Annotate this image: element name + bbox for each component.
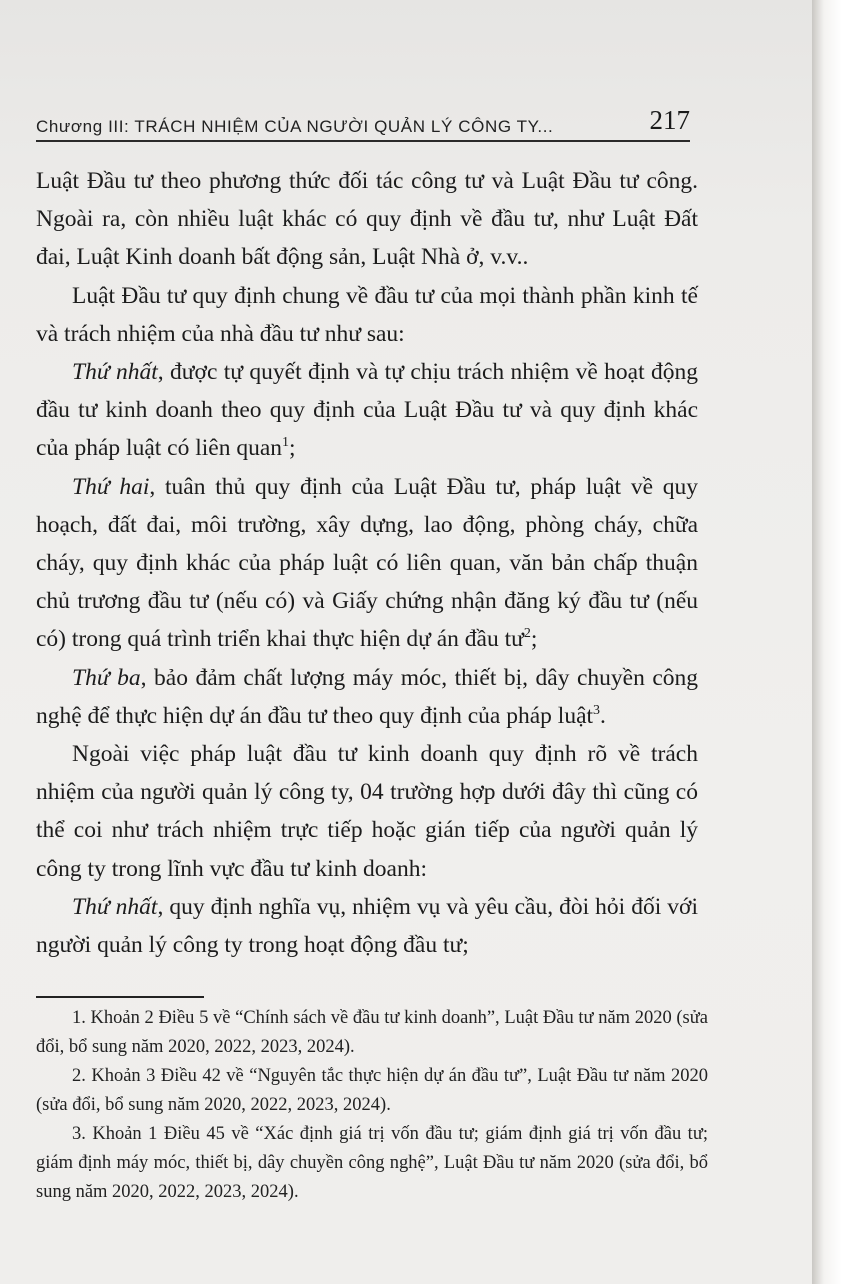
paragraph-text: Ngoài việc pháp luật đầu tư kinh doanh quy định rõ về trách nhiệm của người quản lý công ty, 04 trường hợp dưới đây thì cũng có thể coi như trách nhiệm trực tiếp hoặc gián tiếp của người quản lý công ty trong lĩnh vực đầu tư kinh doanh: (36, 741, 698, 882)
paragraph-end: . (600, 702, 606, 729)
paragraph (36, 353, 698, 468)
paragraph-text: Luật Đầu tư theo phương thức đối tác công tư và Luật Đầu tư công. Ngoài ra, còn nhiều luật khác có quy định về đầu tư, như Luật Đất đai, Luật Kinh doanh bất động sản, Luật Nhà ở, v.v.. (36, 168, 698, 271)
paragraph-text: , bảo đảm chất lượng máy móc, thiết bị, dây chuyền công nghệ để thực hiện dự án đầu tư theo quy định của pháp luật (36, 664, 698, 729)
paragraph (36, 659, 698, 735)
paragraph (36, 277, 698, 353)
paragraph-end: ; (530, 626, 538, 653)
paragraph-end: ; (289, 435, 296, 462)
page-edge (812, 0, 842, 1284)
footnote-divider (36, 996, 204, 998)
footnote-ref: 3 (593, 703, 601, 719)
footnote: 3. Khoản 1 Điều 45 về “Xác định giá trị vốn đầu tư; giám định giá trị vốn đầu tư; giám định máy móc, thiết bị, dây chuyền công nghệ”, Luật Đầu tư năm 2020 (sửa đổi, bổ sung năm 2020, 2022, 2023, 2024). (36, 1124, 708, 1202)
paragraph-lead: Thứ nhất (72, 893, 158, 920)
footnote: 1. Khoản 2 Điều 5 về “Chính sách về đầu tư kinh doanh”, Luật Đầu tư năm 2020 (sửa đổi, bổ sung năm 2020, 2022, 2023, 2024). (36, 1008, 708, 1057)
footnote-ref: 1 (282, 435, 290, 451)
page-number: 217 (649, 105, 690, 135)
paragraph-text: , tuân thủ quy định của Luật Đầu tư, pháp luật về quy hoạch, đất đai, môi trường, xây dựng, lao động, phòng cháy, chữa cháy, quy định khác của pháp luật có liên quan, văn bản chấp thuận chủ trương đầu tư (nếu có) và Giấy chứng nhận đăng ký đầu tư (nếu có) trong quá trình triển khai thực hiện dự án đầu tư (36, 473, 698, 653)
paragraph-lead: Thứ hai (72, 473, 150, 500)
paragraph-text: , quy định nghĩa vụ, nhiệm vụ và yêu cầu, đòi hỏi đối với người quản lý công ty trong hoạt động đầu tư; (36, 893, 698, 959)
paragraph-text: , được tự quyết định và tự chịu trách nhiệm về hoạt động đầu tư kinh doanh theo quy định của Luật Đầu tư và quy định khác của pháp luật có liên quan (36, 359, 698, 462)
paragraph-lead: Thứ nhất (72, 359, 158, 386)
paragraph-text: Luật Đầu tư quy định chung về đầu tư của mọi thành phần kinh tế và trách nhiệm của nhà đầu tư như sau: (36, 282, 698, 347)
paragraph (36, 468, 698, 659)
running-header (36, 100, 690, 142)
footnotes (36, 1004, 708, 1207)
body-text (36, 162, 698, 964)
paragraph (36, 888, 698, 964)
paragraph-continuation (36, 162, 698, 277)
footnote: 2. Khoản 3 Điều 42 về “Nguyên tắc thực hiện dự án đầu tư”, Luật Đầu tư năm 2020 (sửa đổi, bổ sung năm 2020, 2022, 2023, 2024). (36, 1066, 708, 1115)
paragraph (36, 735, 698, 888)
chapter-title: Chương III: TRÁCH NHIỆM CỦA NGƯỜI QUẢN LÝ CÔNG TY... (36, 117, 554, 136)
paragraph-lead: Thứ ba (72, 664, 141, 691)
footnote-ref: 2 (523, 626, 531, 642)
